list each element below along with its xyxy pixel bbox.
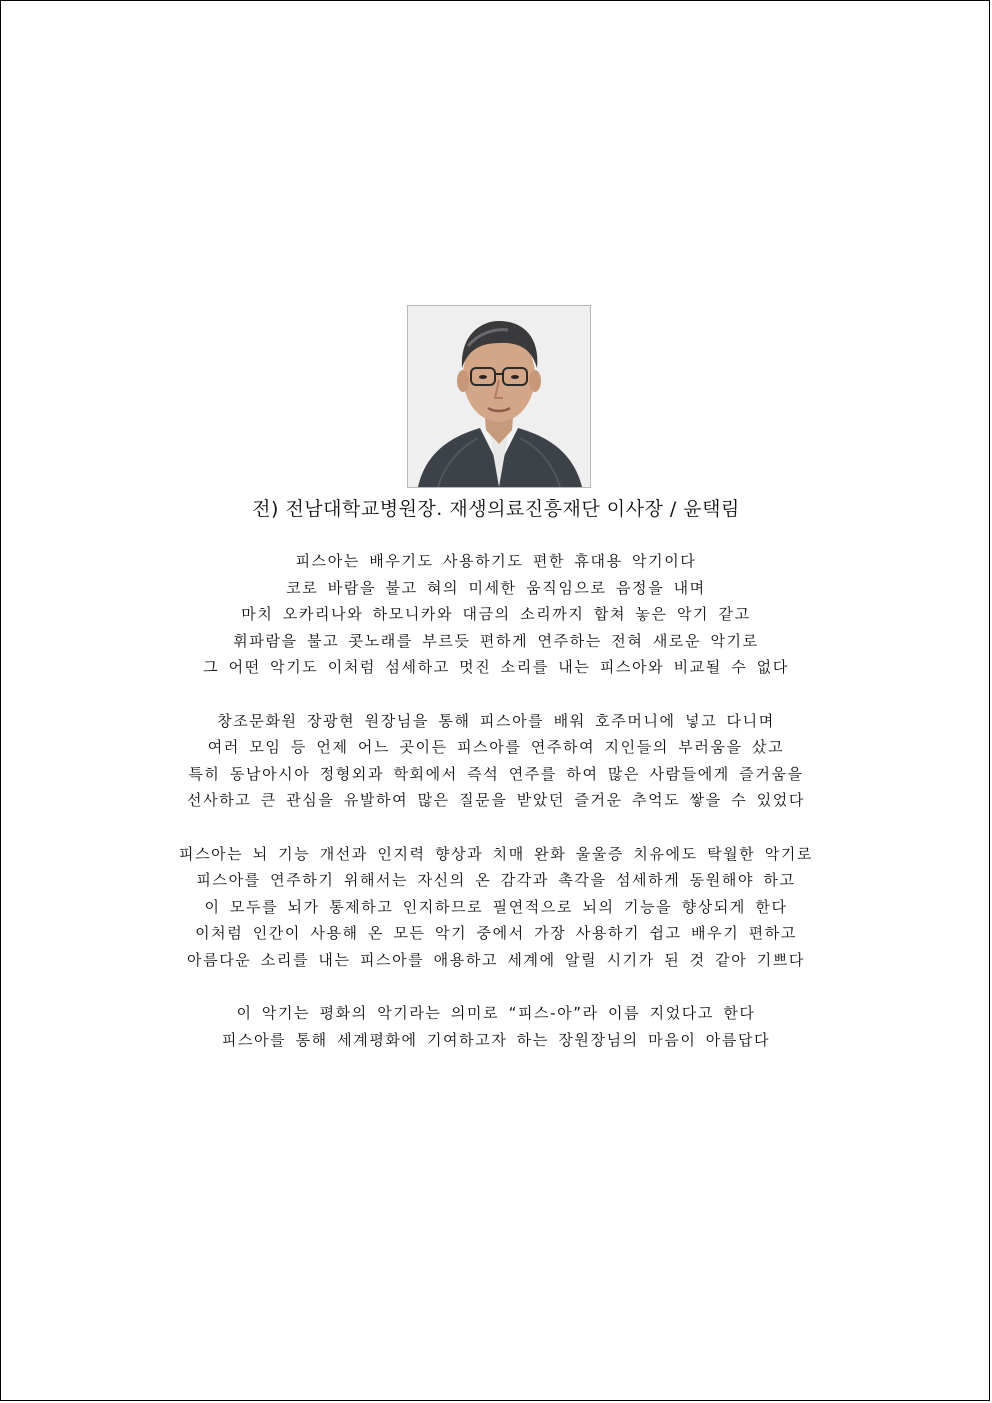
poem-line: 이 모두를 뇌가 통제하고 인지하므로 필연적으로 뇌의 기능을 향상되게 한다 — [204, 897, 788, 916]
poem-line: 코로 바람을 불고 혀의 미세한 움직임으로 음정을 내며 — [286, 578, 706, 597]
poem-line: 특히 동남아시아 정형외과 학회에서 즉석 연주를 하여 많은 사람들에게 즐거움을 — [188, 764, 804, 783]
poem-line: 이처럼 인간이 사용해 온 모든 악기 중에서 가장 사용하기 쉽고 배우기 편하고 — [195, 924, 797, 942]
poem-line: 피스아를 통해 세계평화에 기여하고자 하는 장원장님의 마음이 아름답다 — [221, 1030, 771, 1049]
poem-line: 이 악기는 평화의 악기라는 의미로 “피스-아”라 이름 지었다고 한다 — [236, 1004, 756, 1022]
poem-line: 피스아는 뇌 기능 개선과 인지력 향상과 치매 완화 울울증 치유에도 탁월한 악기로 — [178, 844, 814, 863]
poem-body — [0, 548, 992, 1080]
stanza-1 — [0, 548, 992, 681]
stanza-4 — [0, 1000, 992, 1053]
author-caption: 전) 전남대학교병원장. 재생의료진흥재단 이사장 / 윤택림 — [252, 498, 740, 520]
poem-line: 휘파람을 불고 콧노래를 부르듯 편하게 연주하는 전혀 새로운 악기로 — [233, 631, 759, 650]
poem-line: 선사하고 큰 관심을 유발하여 많은 질문을 받았던 즐거운 추억도 쌓을 수 있었다 — [187, 791, 805, 809]
poem-line: 아름다운 소리를 내는 피스아를 애용하고 세계에 알릴 시기가 된 것 같아 기쁘다 — [187, 950, 805, 969]
portrait-image — [408, 306, 590, 487]
poem-line: 피스아를 연주하기 위해서는 자신의 온 감각과 촉각을 섬세하게 동원해야 하고 — [196, 871, 796, 889]
stanza-2 — [0, 708, 992, 814]
poem-line: 그 어떤 악기도 이처럼 섬세하고 멋진 소리를 내는 피스아와 비교될 수 없다 — [203, 658, 789, 676]
poem-line: 피스아는 배우기도 사용하기도 편한 휴대용 악기이다 — [295, 552, 697, 570]
poem-line: 창조문화원 장광현 원장님을 통해 피스아를 배워 호주머니에 넣고 다니며 — [217, 711, 775, 730]
poem-line: 마치 오카리나와 하모니카와 대금의 소리까지 합쳐 놓은 악기 같고 — [241, 605, 751, 623]
stanza-3 — [0, 841, 992, 974]
poem-line: 여러 모임 등 언제 어느 곳이든 피스아를 연주하여 지인들의 부러움을 샀고 — [207, 738, 785, 756]
author-photo — [407, 305, 591, 488]
